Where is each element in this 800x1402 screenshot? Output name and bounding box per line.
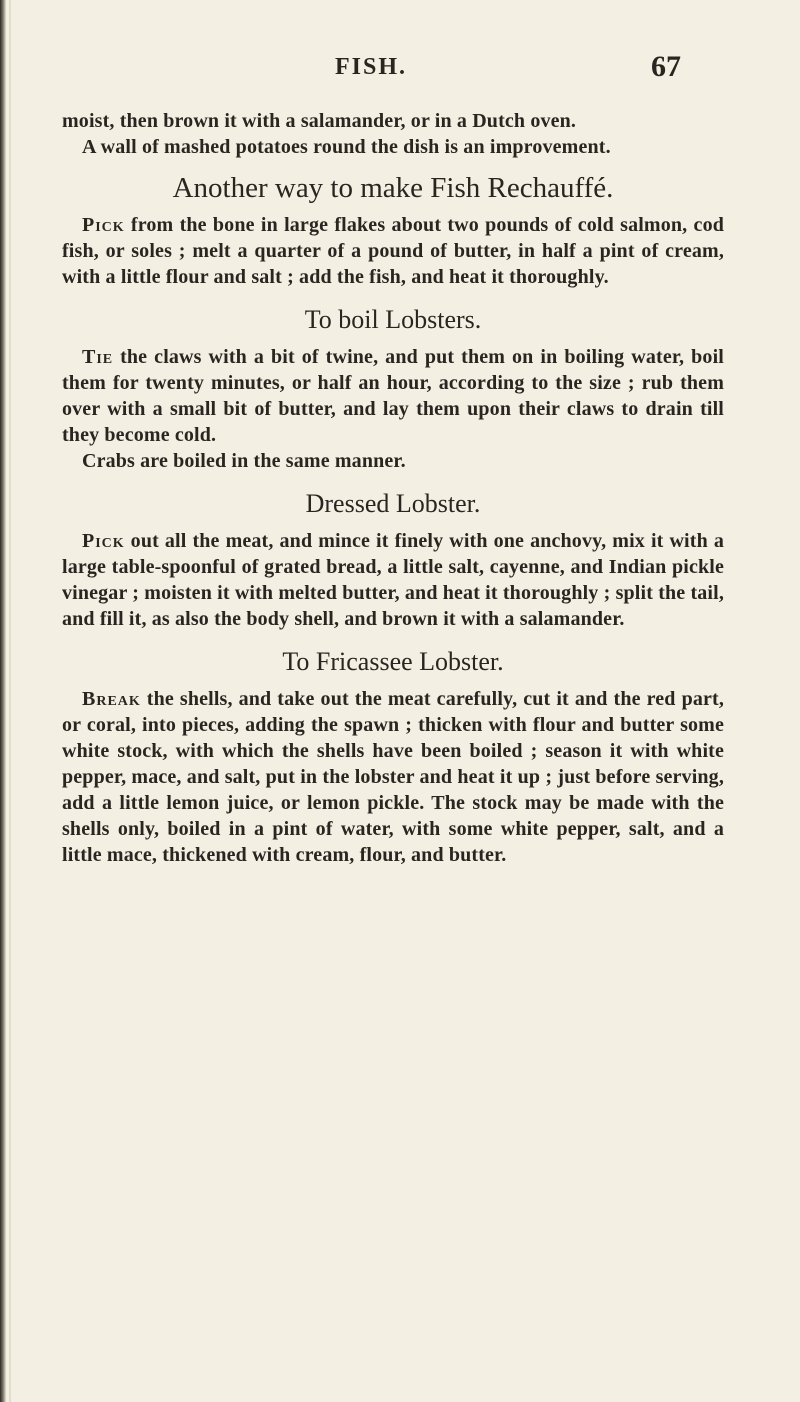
section-heading-boil-lobsters: To boil Lobsters.: [304, 305, 482, 334]
body-text: the claws with a bit of twine, and put them on in boiling water, boil them for twenty minutes, or half an hour, according to the size ; rub them over with a small bit of butter, and lay them upon their claws to drain till they become cold.: [62, 346, 724, 446]
section-heading-fricassee-lobster: To Fricassee Lobster.: [282, 647, 504, 676]
page-binding-shadow: [9, 0, 11, 1402]
intro-paragraph-2: A wall of mashed potatoes round the dish is an improvement.: [82, 136, 611, 158]
section-body-boil-lobsters: [62, 344, 724, 448]
body-text: the shells, and take out the meat carefully, cut it and the red part, or coral, into pieces, adding the spawn ; thicken with flour and butter some white stock, with which the shells have been boiled ; season it with white pepper, mace, and salt, put in the lobster and heat it up ; just before serving, add a little lemon juice, or lemon pickle. The stock may be made with the shells only, boiled in a pint of water, with some white pepper, salt, and a little mace, thickened with cream, flour, and butter.: [62, 688, 724, 866]
section-heading-rechauffe: Another way to make Fish Rechauffé.: [172, 172, 614, 204]
body-text: out all the meat, and mince it finely with one anchovy, mix it with a large table-spoonful of grated bread, a little salt, cayenne, and Indian pickle vinegar ; moisten it with melted butter, and heat it thoroughly ; split the tail, and fill it, as also the body shell, and brown it with a salamander.: [62, 530, 724, 630]
crabs-note: Crabs are boiled in the same manner.: [82, 450, 406, 472]
page-body: [62, 108, 724, 868]
body-text: from the bone in large flakes about two pounds of cold salmon, cod fish, or soles ; melt a quarter of a pound of butter, in half a pint of cream, with a little flour and salt ; add the fish, and heat it thoroughly.: [62, 214, 724, 288]
lead-word: Break: [82, 688, 141, 710]
running-head: [0, 50, 800, 88]
lead-word: Pick: [82, 530, 125, 552]
running-title: FISH.: [335, 54, 408, 80]
lead-word: Pick: [82, 214, 125, 236]
intro-paragraph-1: moist, then brown it with a salamander, or in a Dutch oven.: [62, 110, 577, 132]
section-heading-dressed-lobster: Dressed Lobster.: [305, 489, 481, 518]
page-number: 67: [651, 50, 681, 83]
page-binding-edge: [0, 0, 6, 1402]
section-body-fricassee-lobster: [62, 686, 724, 868]
section-body-dressed-lobster: [62, 528, 724, 632]
lead-word: Tie: [82, 346, 114, 368]
section-body-rechauffe: [62, 212, 724, 290]
